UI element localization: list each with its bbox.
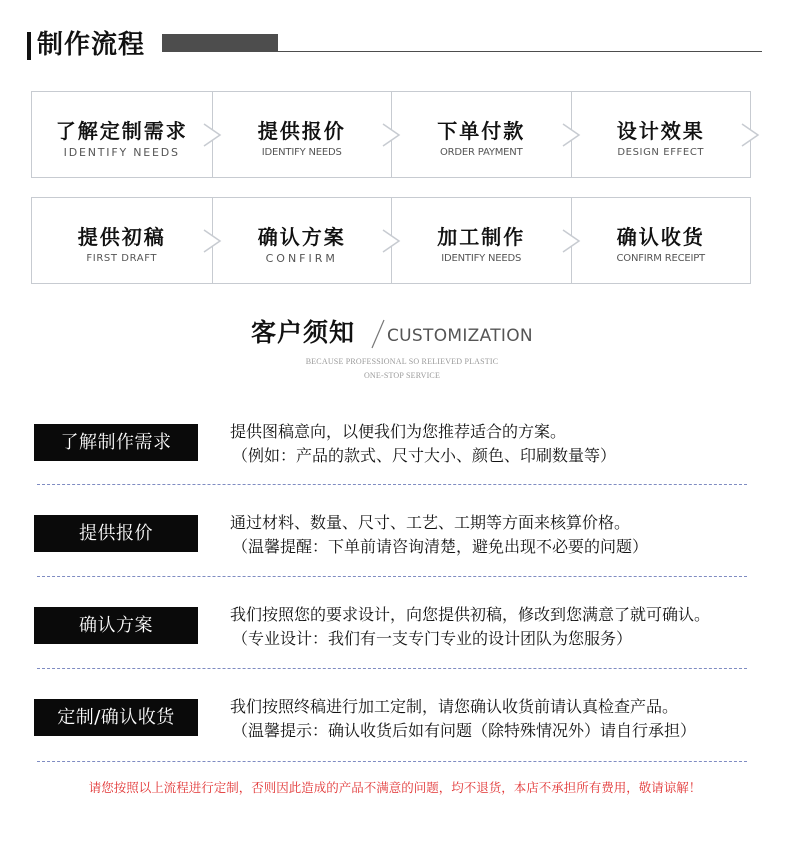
process-row-2 xyxy=(31,197,751,284)
chevron-right-icon xyxy=(559,228,585,254)
step-subtitle: DESIGN EFFECT xyxy=(617,147,705,158)
header-decor-block xyxy=(162,34,278,52)
step-subtitle: IDENTIFY NEEDS xyxy=(441,253,522,264)
item-label-receipt: 定制/确认收货 xyxy=(34,699,198,736)
footer-disclaimer: 请您按照以上流程进行定制，否则因此造成的产品不满意的问题，均不退货，本店不承担所有费用，敬请谅解！ xyxy=(88,780,702,795)
item-text-line-2: （例如：产品的款式、尺寸大小、颜色、印刷数量等） xyxy=(232,446,617,465)
dashed-divider xyxy=(37,576,747,577)
notice-tagline-2: ONE-STOP SERVICE xyxy=(363,371,441,380)
step-title: 确认收货 xyxy=(616,225,705,249)
step-subtitle: IDENTIFY NEEDS xyxy=(261,147,342,158)
process-step-2 xyxy=(212,92,392,177)
process-step-3 xyxy=(391,92,571,177)
process-step-6 xyxy=(212,198,392,283)
notice-tagline-1: BECAUSE PROFESSIONAL SO RELIEVED PLASTIC xyxy=(305,357,499,366)
chevron-right-icon xyxy=(379,122,405,148)
slash-divider-icon xyxy=(369,318,387,350)
item-label-confirm-plan: 确认方案 xyxy=(34,607,198,644)
process-step-1 xyxy=(32,92,212,177)
page-title: 制作流程 xyxy=(37,30,146,60)
process-row-1 xyxy=(31,91,751,178)
step-title: 加工制作 xyxy=(437,225,526,249)
header-accent-bar xyxy=(27,32,31,60)
chevron-right-icon xyxy=(738,122,764,148)
item-text-line-1: 我们按照终稿进行加工定制，请您确认收货前请认真检查产品。 xyxy=(230,697,679,716)
step-subtitle: CONFIRM xyxy=(265,252,338,265)
step-title: 提供初稿 xyxy=(77,225,166,249)
notice-title-en: CUSTOMIZATION xyxy=(387,326,533,346)
process-step-5 xyxy=(32,198,212,283)
item-text-line-2: （专业设计：我们有一支专门专业的设计团队为您服务） xyxy=(232,629,633,648)
dashed-divider xyxy=(37,761,747,762)
step-title: 提供报价 xyxy=(257,119,346,143)
item-text-line-2: （温馨提示：确认收货后如有问题（除特殊情况外）请自行承担） xyxy=(232,721,697,740)
dashed-divider xyxy=(37,668,747,669)
chevron-right-icon xyxy=(379,228,405,254)
step-subtitle: ORDER PAYMENT xyxy=(440,147,523,158)
item-label-quote: 提供报价 xyxy=(34,515,198,552)
notice-title: 客户须知 xyxy=(251,318,356,347)
process-step-4 xyxy=(571,92,751,177)
step-title: 了解定制需求 xyxy=(55,119,188,143)
item-text-line-2: （温馨提醒：下单前请咨询清楚，避免出现不必要的问题） xyxy=(232,537,649,556)
chevron-right-icon xyxy=(200,228,226,254)
step-title: 确认方案 xyxy=(257,225,346,249)
process-step-7 xyxy=(391,198,571,283)
item-text-line-1: 提供图稿意向，以便我们为您推荐适合的方案。 xyxy=(230,422,567,441)
dashed-divider xyxy=(37,484,747,485)
chevron-right-icon xyxy=(200,122,226,148)
item-text-line-1: 通过材料、数量、尺寸、工艺、工期等方面来核算价格。 xyxy=(230,513,631,532)
item-text-line-1: 我们按照您的要求设计，向您提供初稿，修改到您满意了就可确认。 xyxy=(230,605,711,624)
step-subtitle: FIRST DRAFT xyxy=(86,253,158,264)
step-subtitle: IDENTIFY NEEDS xyxy=(63,146,180,159)
step-title: 设计效果 xyxy=(616,119,705,143)
step-title: 下单付款 xyxy=(437,119,526,143)
item-label-requirements: 了解制作需求 xyxy=(34,424,198,461)
header-rule xyxy=(278,51,762,52)
step-subtitle: CONFIRM RECEIPT xyxy=(616,253,705,264)
chevron-right-icon xyxy=(559,122,585,148)
process-step-8 xyxy=(571,198,751,283)
